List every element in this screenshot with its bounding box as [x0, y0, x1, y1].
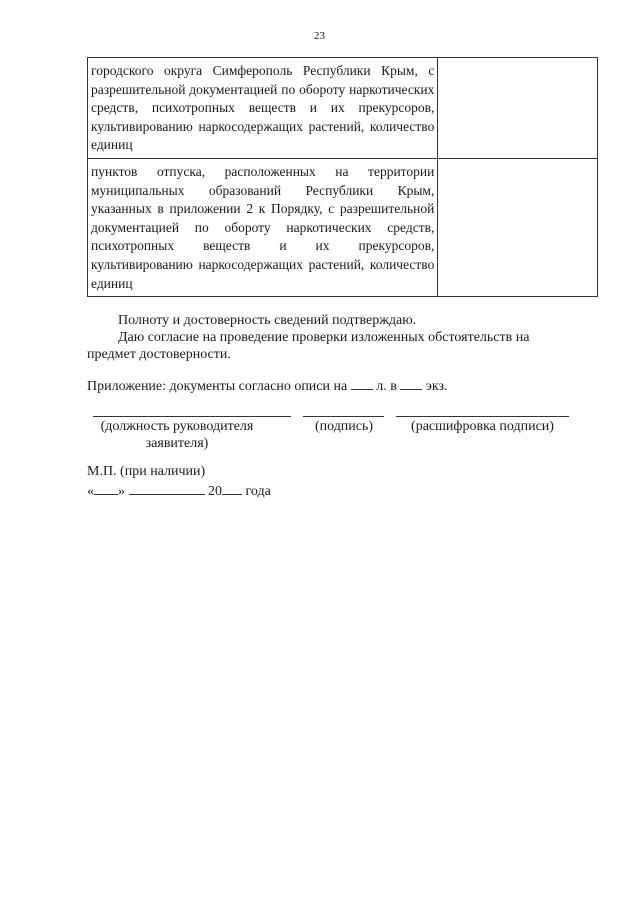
page-number: 23	[314, 30, 325, 42]
date-century: 20	[208, 484, 222, 499]
attachment-pages-suffix: л. в	[376, 379, 397, 394]
form-table	[87, 57, 598, 297]
row-label: городского округа Симферополь Республики Крым, с разрешительной документацией по обороту наркотических средств, психотропных веществ и их прекурсоров, культивированию наркосодержащих растений, количество единиц	[88, 58, 438, 159]
transcript-label: (расшифровка подписи)	[411, 419, 554, 434]
position-signature-line[interactable]	[93, 416, 291, 417]
attachment-prefix: Приложение: документы согласно описи на	[87, 379, 348, 394]
pages-count-field[interactable]	[351, 376, 373, 390]
date-year-word: года	[245, 484, 271, 499]
year-field[interactable]	[222, 481, 242, 495]
row-label: пунктов отпуска, расположенных на территории муниципальных образований Республики Крым, указанных в приложении 2 к Порядку, с разрешительной документацией по обороту наркотических средств, психотропных веществ и их прекурсоров, культивированию наркосодержащих растений, количество единиц	[88, 158, 438, 296]
day-field[interactable]	[94, 481, 118, 495]
stamp-place: М.П. (при наличии)	[87, 464, 206, 479]
signature-line[interactable]	[303, 416, 384, 417]
month-field[interactable]	[129, 481, 205, 495]
table-row	[88, 58, 598, 159]
table-row	[88, 158, 598, 296]
position-label: (должность руководителя заявителя)	[100, 419, 254, 451]
date-close-quote: »	[118, 484, 125, 499]
row-value-field[interactable]	[438, 58, 598, 159]
copies-count-field[interactable]	[400, 376, 422, 390]
date-open-quote: «	[87, 484, 94, 499]
row-value-field[interactable]	[438, 158, 598, 296]
signature-transcript-line[interactable]	[396, 416, 569, 417]
signature-label: (подпись)	[314, 419, 374, 434]
confirmation-text: Полноту и достоверность сведений подтверждаю.	[118, 313, 417, 328]
consent-text: Даю согласие на проведение проверки изложенных обстоятельств на предмет достоверности.	[87, 330, 530, 362]
attachment-line	[87, 376, 577, 395]
date-line	[87, 481, 271, 500]
attachment-copies-suffix: экз.	[425, 379, 448, 394]
